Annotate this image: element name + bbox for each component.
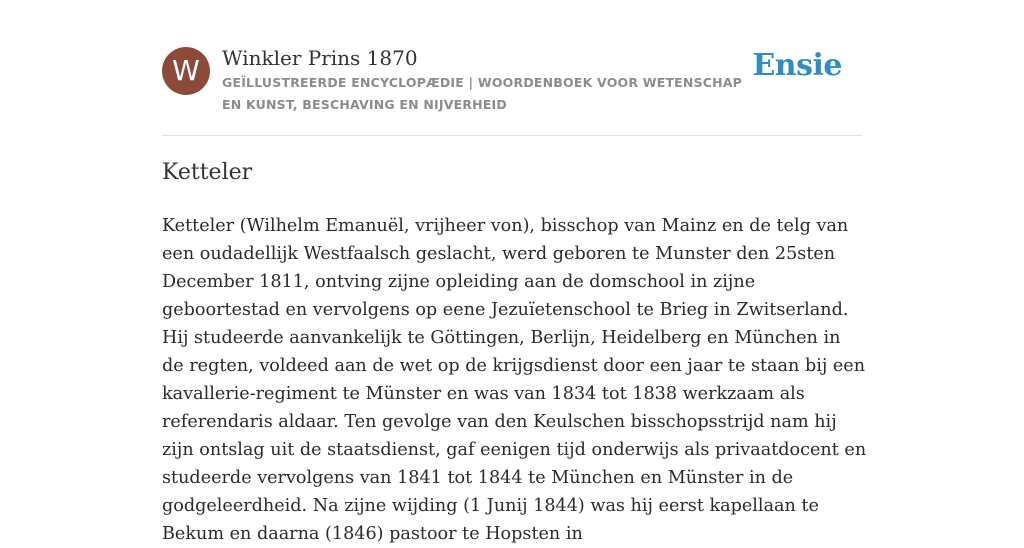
source-info [222,45,757,116]
source-subtitle: GEÏLLUSTREERDE ENCYCLOPÆDIE | WOORDENBOEK VOOR WETENSCHAP EN KUNST, BESCHAVING EN NIJVERHEID [222,75,743,112]
source-title[interactable]: Winkler Prins 1870 [222,46,418,70]
page-container [162,0,867,544]
ensie-logo-link[interactable]: Ensie [752,48,842,83]
source-header [162,0,862,136]
source-avatar[interactable]: W [162,47,210,95]
entry-body: Ketteler (Wilhelm Emanuël, vrijheer von), bisschop van Mainz en de telg van een oudadellijk Westfaalsch geslacht, werd geboren te Munster den 25sten December 1811, ontving zijne opleiding aan de domschool in zijne geboortestad en vervolgens op eene Jezuïetenschool te Brieg in Zwitserland. Hij studeerde aanvankelijk te Göttingen, Berlijn, Heidelberg en München in de regten, voldeed aan de wet op de krijgsdienst door een jaar te staan bij een kavallerie-regiment te Münster en was van 1834 tot 1838 werkzaam als referendaris aldaar. Ten gevolge van den Keulschen bisschopsstrijd nam hij zijn ontslag uit de staatsdienst, gaf eenigen tijd onderwijs als privaatdocent en studeerde vervolgens van 1841 tot 1844 te München en Münster in de godgeleerdheid. Na zijne wijding (1 Junij 1844) was hij eerst kapellaan te Bekum en daarna (1846) pastoor te Hopsten in [162,216,867,544]
entry-title: Ketteler [162,160,253,185]
